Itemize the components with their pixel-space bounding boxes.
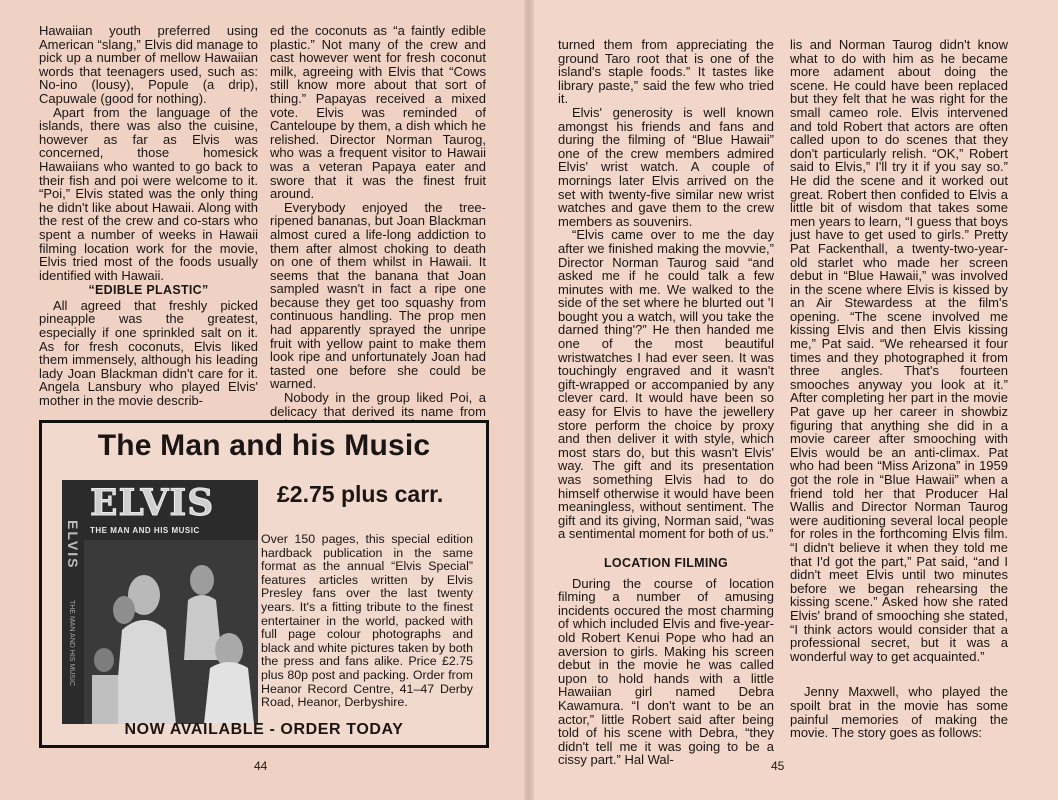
page-number-left: 44 — [254, 759, 268, 773]
left-column-1 — [39, 24, 258, 408]
cover-spine-subtitle: THE MAN AND HIS MUSIC — [68, 600, 75, 686]
book-cover-image — [62, 480, 258, 724]
cover-spine-text: ELVIS — [65, 520, 81, 570]
elvis-photo-collage-icon — [84, 540, 258, 724]
article-paragraph: Elvis' generosity is well known amongst his friends and fans and during the filming of “Blue Hawaii” one of the crew members admired Elvis' wrist watch. A couple of mornings later Elvis arrived on the set with twenty-five similar new wrist watches and gave them to the crew members as souvenirs. — [558, 104, 774, 229]
ad-call-to-action: NOW AVAILABLE - ORDER TODAY — [124, 721, 404, 738]
right-column-2 — [790, 38, 1008, 740]
article-paragraph: turned them from appreciating the ground Taro root that is one of the island's staple foods.” It tastes like library paste,” said the few who tried it. — [558, 37, 774, 107]
article-paragraph: ed the coconuts as “a faintly edible plastic.” Not many of the crew and cast however went for fresh coconut milk, agreeing with Elvis that “Cows still know more about that sort of thing.” Papayas received a mixed vote. Elvis was reminded of Canteloupe by them, a dish which he relished. Director Norman Taurog, who was a frequent visitor to Hawaii was a veteran Papaya eater and swore that it was the finest fruit around. — [270, 23, 486, 202]
article-paragraph: All agreed that freshly picked pineapple was the greatest, especially if one sprinkled salt on it. As for fresh coconuts, Elvis liked them immensely, although his leading lady Joan Blackman didn't care for it. Angela Lansbury who played Elvis' mother in the movie describ- — [39, 297, 258, 409]
book-advertisement — [39, 420, 489, 748]
section-heading: LOCATION FILMING — [604, 555, 728, 570]
article-paragraph: During the course of location filming a number of amusing incidents occured the most charming of which included Elvis and five-year-old Robert Kenui Pope who had an aversion to girls. Making his screen debut in the movie he was called upon to hold hands with a little Hawaiian girl named Debra Kawamura. “I don't want to be an actor,” little Robert said after being told of his scene with Debra, “they didn't tell me it was going to be a cissy part.” Hal Wal- — [558, 575, 774, 768]
ad-price: £2.75 plus carr. — [277, 481, 444, 507]
article-paragraph: Everybody enjoyed the tree-ripened bananas, but Joan Blackman almost cured a life-long addiction to them after almost choking to death on one of them whilst in Hawaii. It seems that the banana that Joan sampled wasn't in fact a ripe one because they get too squashy from continuous handling. The prop men had apparently sprayed the unripe fruit with yellow paint to make them look ripe and unfortunately Joan had tasted one before she could be warned. — [270, 199, 486, 392]
left-column-2 — [270, 24, 486, 432]
ad-title: The Man and his Music — [97, 429, 431, 462]
article-paragraph: “Elvis came over to me the day after we finished making the movvie,” Director Norman Taurog said “and asked me if he could talk a few minutes with me. We walked to the side of the set where he blurted out 'I bought you a watch, will you take the darned thing'?” He then handed me one of the most beautiful wristwatches I had ever seen. It was touchingly engraved and it wasn't gift-wrapped or accompanied by any clever card. It would have been so easy for Elvis to have the jewellery store perform the choice by proxy and then deliver it with style, which most stars do, but this wasn't Elvis' way. The gift and its presentation was something Elvis had to do himself otherwise it would have been meaningless, without sentiment. The gift and its giving, Norman said, “was a sentimental moment for both of us.” — [558, 227, 774, 542]
article-paragraph: Jenny Maxwell, who played the spoilt brat in the movie has some painful memories of making the movie. The story goes as follows: — [790, 684, 1008, 741]
right-column-1 — [558, 38, 774, 767]
article-paragraph: Hawaiian youth preferred using American “slang,” Elvis did manage to pick up a number of mellow Hawaiian words that teenagers used, such as: No-ino (lousy), Popule (a drip), Capuwale (good for nothing). — [39, 23, 258, 106]
page-number-right: 45 — [771, 759, 785, 773]
page-gutter — [524, 0, 534, 800]
right-page — [529, 0, 1058, 800]
cover-logo: ELVIS — [90, 482, 215, 524]
article-paragraph: Apart from the language of the islands, there was also the cuisine, however as far as Elvis was concerned, those homesick Hawaiians who wanted to go back to their fish and poi were welcome to it. “Poi,” Elvis stated was the only thing he didn't like about Hawaii. Along with the rest of the crew and co-stars who spent a number of weeks in Hawaii filming location work for the movie, Elvis tried most of the foods usually identified with Hawaii. — [39, 104, 258, 283]
section-heading: “EDIBLE PLASTIC” — [88, 283, 209, 298]
article-paragraph: lis and Norman Taurog didn't know what to do with him as he became more adament about doing the scene. He could have been replaced but they felt that he was right for the small cameo role. Elvis intervened and told Robert that actors are often called upon to do scenes that they don't particularly relish. “OK,” Robert said to Elvis,” I'll try it if you say so.” He did the scene and it worked out great. Robert then confided to Elvis a little bit of wisdom that takes some men years to learn, “I guess that boys just have to get used to girls.” Pretty Pat Fackenthall, a twenty-two-year-old starlet who made her screen debut in “Blue Hawaii,” was involved in the scene where Elvis is kissed by an Air Stewardess at the film's opening. “The scene involved me kissing Elvis and then Elvis kissing me,” Pat said. “We rehearsed it four times and they photographed it from three angles. That's fourteen smooches anyway you look at it.” After completing her part in the movie Pat gave up her career in showbiz figuring that anything she did in a movie career after smooching with Elvis would be an anti-climax. Pat who had been “Miss Arizona” in 1959 got the role in “Blue Hawaii” when a friend told her that Producer Hal Wallis and Director Norman Taurog were auditioning several local people for roles in the forthcoming Elvis film. “I didn't believe it when they told me that I'd got the part,” Pat said, “and I didn't meet Elvis until two minutes before we began rehearsing the kissing scene.” Asked how she rated Elvis' brand of smooching she stated, “I think actors would consider that a professional secret, but it was a wonderful way to get acquainted.” — [790, 37, 1008, 664]
article-paragraph: Nobody in the group liked Poi, a delicacy that derived its name from — [270, 390, 486, 419]
ad-description: Over 150 pages, this special edition hardback publication in the same format as the annual “Elvis Special” features articles written by Elvis Presley fans over the last twenty years. It's a fitting tribute to the finest entertainer in the world, packed with full page colour photographs and black and white pictures taken by both the press and fans alike. Price £2.75 plus 80p post and packing. Order from Heanor Record Centre, 41–47 Derby Road, Heanor, Derbyshire. — [261, 532, 473, 710]
cover-subtitle: THE MAN AND HIS MUSIC — [90, 526, 200, 535]
